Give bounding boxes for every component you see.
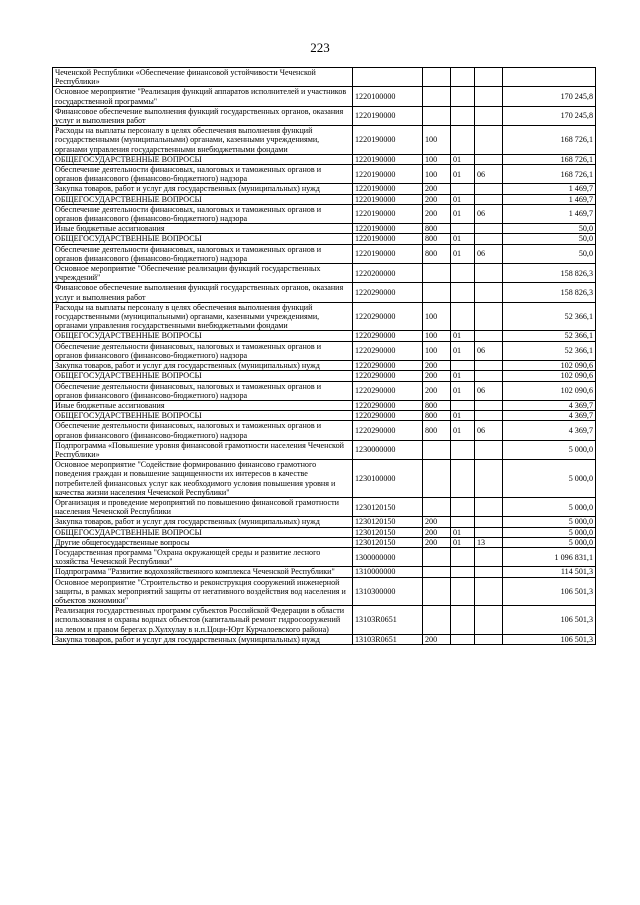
row-expense-type-cell: 100 [423, 331, 451, 341]
row-amount-cell [503, 68, 596, 87]
row-section-cell [451, 460, 475, 498]
row-section-cell: 01 [451, 154, 475, 164]
row-subsection-cell [475, 154, 503, 164]
row-code-cell: 1220100000 [353, 87, 423, 106]
row-code-cell: 1230120150 [353, 537, 423, 547]
row-expense-type-cell [423, 283, 451, 302]
row-code-cell: 1220290000 [353, 341, 423, 360]
table-row [53, 204, 596, 223]
table-row [53, 497, 596, 516]
row-code-cell: 1220190000 [353, 234, 423, 244]
row-section-cell [451, 283, 475, 302]
row-amount-cell: 170 245,8 [503, 87, 596, 106]
row-subsection-cell [475, 184, 503, 194]
row-name-cell: Подпрограмма "Развитие водохозяйственного комплекса Чеченской Республики" [53, 567, 353, 577]
row-subsection-cell: 13 [475, 537, 503, 547]
row-subsection-cell [475, 264, 503, 283]
row-subsection-cell [475, 106, 503, 125]
table-row [53, 421, 596, 440]
row-amount-cell: 106 501,3 [503, 634, 596, 644]
row-code-cell: 1220190000 [353, 126, 423, 155]
page-number: 223 [310, 40, 330, 55]
row-expense-type-cell [423, 68, 451, 87]
row-amount-cell: 106 501,3 [503, 577, 596, 606]
table-row [53, 331, 596, 341]
table-row [53, 283, 596, 302]
row-name-cell: ОБЩЕГОСУДАРСТВЕННЫЕ ВОПРОСЫ [53, 194, 353, 204]
row-name-cell: Расходы на выплаты персоналу в целях обеспечения выполнения функций государственными (муниципальными) органами, казенными учреждениями, органами управления государственными внебюджетными фондами [53, 126, 353, 155]
row-subsection-cell [475, 497, 503, 516]
row-code-cell: 1230120150 [353, 527, 423, 537]
row-name-cell: Иные бюджетные ассигнования [53, 224, 353, 234]
table-row [53, 184, 596, 194]
row-code-cell: 1310300000 [353, 577, 423, 606]
row-code-cell: 1220190000 [353, 106, 423, 125]
row-name-cell: Иные бюджетные ассигнования [53, 400, 353, 410]
row-amount-cell: 5 000,0 [503, 517, 596, 527]
row-name-cell: Расходы на выплаты персоналу в целях обеспечения выполнения функций государственными (муниципальными) органами, казенными учреждениями, органами управления государственными внебюджетными фондами [53, 302, 353, 331]
table-row [53, 154, 596, 164]
table-row [53, 606, 596, 635]
row-code-cell: 1220290000 [353, 283, 423, 302]
row-subsection-cell: 06 [475, 204, 503, 223]
row-section-cell [451, 497, 475, 516]
row-name-cell: Обеспечение деятельности финансовых, налоговых и таможенных органов и органов финансового (финансово-бюджетного) надзора [53, 421, 353, 440]
row-name-cell: Основное мероприятие "Содействие формированию финансово грамотного поведения граждан и повышение защищенности их интересов в качестве потребителей финансовых услуг как необходимого условия повышения уровня и качества жизни населения Чеченской Республики" [53, 460, 353, 498]
row-subsection-cell: 06 [475, 381, 503, 400]
row-name-cell: Реализация государственных программ субъектов Российской Федерации в области использования и охраны водных объектов (капитальный ремонт гидросооружений на левом и правом берегах р.Хулхулау в н.п.Цоци-Юрт Курчалоевского района) [53, 606, 353, 635]
row-section-cell [451, 361, 475, 371]
row-name-cell: ОБЩЕГОСУДАРСТВЕННЫЕ ВОПРОСЫ [53, 527, 353, 537]
row-expense-type-cell: 200 [423, 527, 451, 537]
row-expense-type-cell: 200 [423, 537, 451, 547]
row-code-cell: 1220290000 [353, 371, 423, 381]
row-expense-type-cell [423, 106, 451, 125]
row-name-cell: ОБЩЕГОСУДАРСТВЕННЫЕ ВОПРОСЫ [53, 154, 353, 164]
budget-table-body [53, 68, 596, 645]
row-section-cell [451, 106, 475, 125]
table-row [53, 460, 596, 498]
row-expense-type-cell [423, 497, 451, 516]
table-row [53, 361, 596, 371]
row-amount-cell: 4 369,7 [503, 411, 596, 421]
table-row [53, 302, 596, 331]
row-code-cell: 1230120150 [353, 497, 423, 516]
row-code-cell: 13103R0651 [353, 634, 423, 644]
row-expense-type-cell: 200 [423, 371, 451, 381]
row-section-cell [451, 264, 475, 283]
row-section-cell [451, 87, 475, 106]
row-expense-type-cell: 100 [423, 126, 451, 155]
row-name-cell: Обеспечение деятельности финансовых, налоговых и таможенных органов и органов финансового (финансово-бюджетного) надзора [53, 244, 353, 263]
row-expense-type-cell [423, 460, 451, 498]
row-code-cell: 1220290000 [353, 411, 423, 421]
row-code-cell: 1220290000 [353, 302, 423, 331]
row-section-cell [451, 634, 475, 644]
row-section-cell [451, 567, 475, 577]
table-row [53, 517, 596, 527]
row-expense-type-cell: 200 [423, 184, 451, 194]
row-code-cell: 1230000000 [353, 440, 423, 459]
row-section-cell [451, 126, 475, 155]
row-section-cell: 01 [451, 411, 475, 421]
row-code-cell: 13103R0651 [353, 606, 423, 635]
row-section-cell: 01 [451, 537, 475, 547]
row-section-cell [451, 184, 475, 194]
row-name-cell: ОБЩЕГОСУДАРСТВЕННЫЕ ВОПРОСЫ [53, 411, 353, 421]
row-code-cell: 1220200000 [353, 264, 423, 283]
row-subsection-cell [475, 283, 503, 302]
row-expense-type-cell [423, 606, 451, 635]
row-expense-type-cell: 800 [423, 411, 451, 421]
row-name-cell: Финансовое обеспечение выполнения функций государственных органов, оказания услуг и выполнения работ [53, 283, 353, 302]
row-name-cell: Обеспечение деятельности финансовых, налоговых и таможенных органов и органов финансового (финансово-бюджетного) надзора [53, 204, 353, 223]
row-name-cell: Финансовое обеспечение выполнения функций государственных органов, оказания услуг и выполнения работ [53, 106, 353, 125]
row-subsection-cell [475, 411, 503, 421]
row-subsection-cell: 06 [475, 244, 503, 263]
table-row [53, 411, 596, 421]
row-code-cell [353, 68, 423, 87]
budget-table [52, 67, 596, 645]
table-row [53, 547, 596, 566]
row-code-cell: 1310000000 [353, 567, 423, 577]
row-code-cell: 1220190000 [353, 224, 423, 234]
row-subsection-cell [475, 547, 503, 566]
table-row [53, 264, 596, 283]
row-expense-type-cell: 800 [423, 421, 451, 440]
row-name-cell: Основное мероприятие "Строительство и реконструкция сооружений инженерной защиты, в рамках мероприятий защиты от негативного воздействия вод населения и объектов экономики" [53, 577, 353, 606]
row-section-cell: 01 [451, 331, 475, 341]
table-row [53, 234, 596, 244]
row-code-cell: 1230120150 [353, 517, 423, 527]
row-section-cell: 01 [451, 527, 475, 537]
row-name-cell: Организация и проведение мероприятий по повышению финансовой грамотности населения Чеченской Республики [53, 497, 353, 516]
row-name-cell: Обеспечение деятельности финансовых, налоговых и таможенных органов и органов финансового (финансово-бюджетного) надзора [53, 165, 353, 184]
row-expense-type-cell: 200 [423, 634, 451, 644]
row-code-cell: 1300000000 [353, 547, 423, 566]
row-subsection-cell [475, 224, 503, 234]
table-row [53, 634, 596, 644]
table-row [53, 527, 596, 537]
row-section-cell [451, 400, 475, 410]
row-amount-cell: 52 366,1 [503, 341, 596, 360]
row-section-cell [451, 68, 475, 87]
row-subsection-cell [475, 234, 503, 244]
row-amount-cell: 102 090,6 [503, 381, 596, 400]
table-row [53, 68, 596, 87]
row-name-cell: Чеченской Республики «Обеспечение финансовой устойчивости Чеченской Республики» [53, 68, 353, 87]
row-amount-cell: 170 245,8 [503, 106, 596, 125]
row-amount-cell: 4 369,7 [503, 400, 596, 410]
row-amount-cell: 114 501,3 [503, 567, 596, 577]
row-subsection-cell: 06 [475, 421, 503, 440]
table-row [53, 400, 596, 410]
table-row [53, 126, 596, 155]
row-amount-cell: 168 726,1 [503, 165, 596, 184]
row-subsection-cell [475, 527, 503, 537]
row-amount-cell: 1 469,7 [503, 184, 596, 194]
row-expense-type-cell: 200 [423, 194, 451, 204]
table-row [53, 341, 596, 360]
row-subsection-cell [475, 606, 503, 635]
row-section-cell: 01 [451, 244, 475, 263]
row-section-cell: 01 [451, 234, 475, 244]
row-name-cell: Закупка товаров, работ и услуг для государственных (муниципальных) нужд [53, 361, 353, 371]
table-row [53, 194, 596, 204]
row-name-cell: Другие общегосударственные вопросы [53, 537, 353, 547]
row-section-cell [451, 302, 475, 331]
row-subsection-cell [475, 567, 503, 577]
table-row [53, 577, 596, 606]
row-section-cell [451, 547, 475, 566]
table-row [53, 224, 596, 234]
row-expense-type-cell [423, 547, 451, 566]
row-amount-cell: 50,0 [503, 234, 596, 244]
table-row [53, 537, 596, 547]
row-amount-cell: 158 826,3 [503, 264, 596, 283]
row-name-cell: Закупка товаров, работ и услуг для государственных (муниципальных) нужд [53, 184, 353, 194]
row-expense-type-cell: 800 [423, 224, 451, 234]
row-name-cell: Основное мероприятие "Обеспечение реализации функций государственных учреждений" [53, 264, 353, 283]
row-section-cell: 01 [451, 204, 475, 223]
row-amount-cell: 5 000,0 [503, 527, 596, 537]
row-name-cell: Подпрограмма «Повышение уровня финансовой грамотности населения Чеченской Республики» [53, 440, 353, 459]
row-amount-cell: 52 366,1 [503, 302, 596, 331]
row-subsection-cell [475, 440, 503, 459]
row-expense-type-cell: 100 [423, 341, 451, 360]
row-amount-cell: 106 501,3 [503, 606, 596, 635]
table-row [53, 371, 596, 381]
row-expense-type-cell: 200 [423, 517, 451, 527]
row-subsection-cell [475, 517, 503, 527]
row-amount-cell: 168 726,1 [503, 126, 596, 155]
row-code-cell: 1220290000 [353, 400, 423, 410]
row-amount-cell: 52 366,1 [503, 331, 596, 341]
row-section-cell: 01 [451, 194, 475, 204]
row-amount-cell: 158 826,3 [503, 283, 596, 302]
row-code-cell: 1220190000 [353, 154, 423, 164]
row-expense-type-cell: 100 [423, 302, 451, 331]
row-subsection-cell [475, 577, 503, 606]
row-amount-cell: 5 000,0 [503, 497, 596, 516]
row-expense-type-cell: 800 [423, 234, 451, 244]
row-subsection-cell [475, 634, 503, 644]
row-subsection-cell: 06 [475, 165, 503, 184]
row-name-cell: Обеспечение деятельности финансовых, налоговых и таможенных органов и органов финансового (финансово-бюджетного) надзора [53, 381, 353, 400]
table-row [53, 244, 596, 263]
row-section-cell [451, 224, 475, 234]
row-expense-type-cell [423, 567, 451, 577]
row-amount-cell: 1 096 831,1 [503, 547, 596, 566]
row-subsection-cell [475, 460, 503, 498]
row-expense-type-cell: 100 [423, 165, 451, 184]
row-code-cell: 1220290000 [353, 331, 423, 341]
row-code-cell: 1220190000 [353, 204, 423, 223]
row-subsection-cell [475, 361, 503, 371]
table-row [53, 87, 596, 106]
row-amount-cell: 50,0 [503, 224, 596, 234]
row-amount-cell: 168 726,1 [503, 154, 596, 164]
row-amount-cell: 1 469,7 [503, 194, 596, 204]
row-section-cell: 01 [451, 371, 475, 381]
row-subsection-cell [475, 87, 503, 106]
row-section-cell: 01 [451, 381, 475, 400]
row-section-cell [451, 606, 475, 635]
row-expense-type-cell: 200 [423, 361, 451, 371]
row-section-cell [451, 440, 475, 459]
row-expense-type-cell: 200 [423, 204, 451, 223]
row-amount-cell: 4 369,7 [503, 421, 596, 440]
row-subsection-cell [475, 331, 503, 341]
row-expense-type-cell [423, 87, 451, 106]
row-name-cell: Закупка товаров, работ и услуг для государственных (муниципальных) нужд [53, 517, 353, 527]
row-subsection-cell [475, 400, 503, 410]
row-code-cell: 1230100000 [353, 460, 423, 498]
row-name-cell: ОБЩЕГОСУДАРСТВЕННЫЕ ВОПРОСЫ [53, 234, 353, 244]
row-code-cell: 1220290000 [353, 361, 423, 371]
row-name-cell: Закупка товаров, работ и услуг для государственных (муниципальных) нужд [53, 634, 353, 644]
row-name-cell: ОБЩЕГОСУДАРСТВЕННЫЕ ВОПРОСЫ [53, 331, 353, 341]
row-expense-type-cell [423, 577, 451, 606]
row-amount-cell: 1 469,7 [503, 204, 596, 223]
row-code-cell: 1220290000 [353, 381, 423, 400]
table-row [53, 567, 596, 577]
row-amount-cell: 102 090,6 [503, 361, 596, 371]
row-expense-type-cell [423, 440, 451, 459]
table-row [53, 165, 596, 184]
row-expense-type-cell: 200 [423, 381, 451, 400]
row-subsection-cell [475, 371, 503, 381]
row-section-cell [451, 517, 475, 527]
row-subsection-cell [475, 302, 503, 331]
row-subsection-cell: 06 [475, 341, 503, 360]
row-name-cell: Обеспечение деятельности финансовых, налоговых и таможенных органов и органов финансового (финансово-бюджетного) надзора [53, 341, 353, 360]
row-section-cell: 01 [451, 341, 475, 360]
row-subsection-cell [475, 194, 503, 204]
row-expense-type-cell [423, 264, 451, 283]
table-row [53, 440, 596, 459]
row-amount-cell: 50,0 [503, 244, 596, 263]
row-code-cell: 1220190000 [353, 184, 423, 194]
row-name-cell: Основное мероприятие "Реализация функций аппаратов исполнителей и участников государственной программы" [53, 87, 353, 106]
row-subsection-cell [475, 126, 503, 155]
row-amount-cell: 5 000,0 [503, 460, 596, 498]
row-amount-cell: 5 000,0 [503, 440, 596, 459]
row-section-cell: 01 [451, 421, 475, 440]
row-code-cell: 1220190000 [353, 244, 423, 263]
table-row [53, 106, 596, 125]
row-expense-type-cell: 100 [423, 154, 451, 164]
row-name-cell: Государственная программа "Охрана окружающей среды и развитие лесного хозяйства Чеченской Республики" [53, 547, 353, 566]
row-expense-type-cell: 800 [423, 244, 451, 263]
row-subsection-cell [475, 68, 503, 87]
row-code-cell: 1220290000 [353, 421, 423, 440]
row-code-cell: 1220190000 [353, 194, 423, 204]
row-expense-type-cell: 800 [423, 400, 451, 410]
row-section-cell [451, 577, 475, 606]
row-amount-cell: 102 090,6 [503, 371, 596, 381]
row-section-cell: 01 [451, 165, 475, 184]
row-name-cell: ОБЩЕГОСУДАРСТВЕННЫЕ ВОПРОСЫ [53, 371, 353, 381]
row-code-cell: 1220190000 [353, 165, 423, 184]
row-amount-cell: 5 000,0 [503, 537, 596, 547]
table-row [53, 381, 596, 400]
